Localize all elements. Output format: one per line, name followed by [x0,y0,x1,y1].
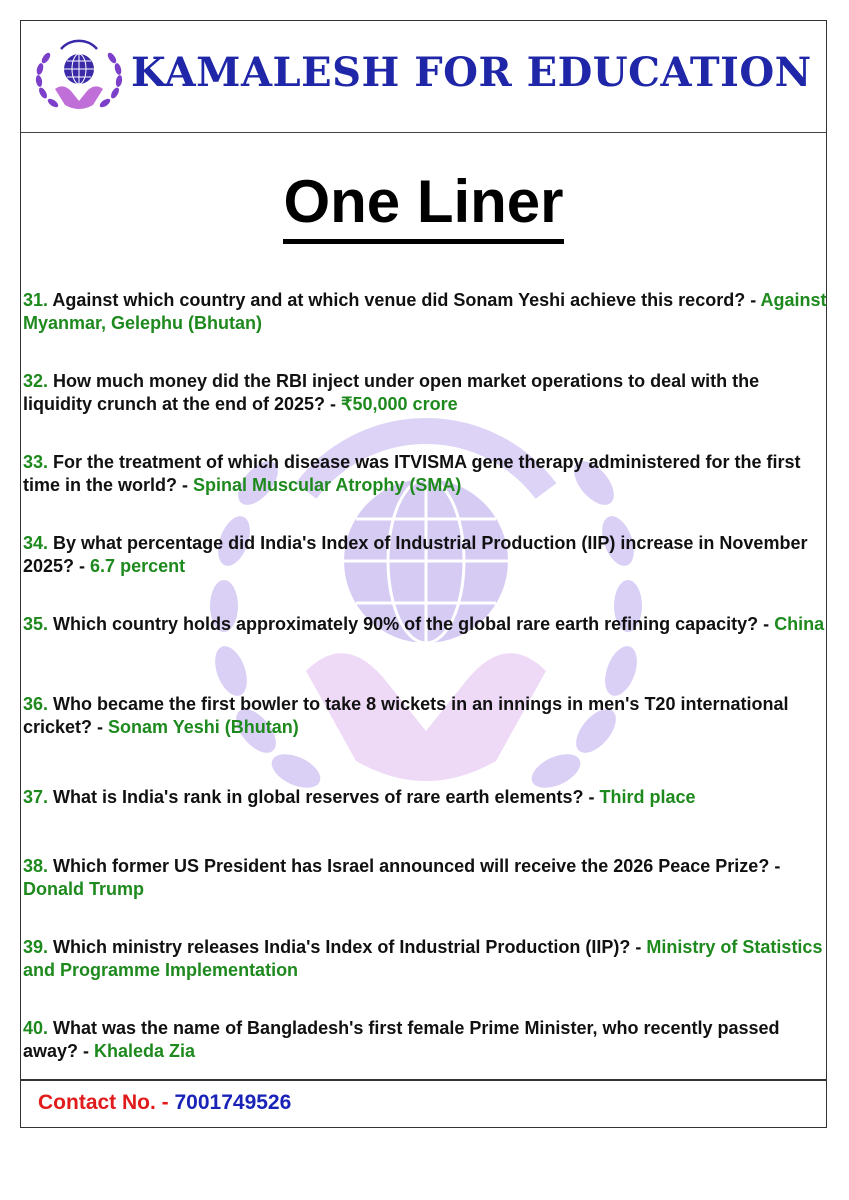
item-number: 36. [23,694,49,714]
contact-number[interactable]: 7001749526 [174,1091,292,1114]
list-item [23,532,828,578]
item-question: For the treatment of which disease was ITVISMA gene therapy administered for the first time in the world? - [23,452,801,495]
item-number: 35. [23,614,49,634]
contact-label: Contact No. - [38,1091,175,1114]
item-answer: Third place [599,787,696,807]
title-wrap [21,167,826,244]
item-question: Which country holds approximately 90% of the global rare earth refining capacity? - [48,614,775,634]
item-number: 39. [23,937,49,957]
brand-title: KAMALESH FOR EDUCATION [131,49,812,96]
item-question: What was the name of Bangladesh's first female Prime Minister, who recently passed away? - [23,1018,780,1061]
list-item [23,855,828,901]
list-item [23,1017,828,1063]
footer [21,1079,826,1127]
item-answer: Donald Trump [23,879,144,899]
item-answer: Sonam Yeshi (Bhutan) [108,717,299,737]
item-question: How much money did the RBI inject under open market operations to deal with the liquidity crunch at the end of 2025? - [23,371,760,414]
logo-icon [33,39,125,119]
page-title: One Liner [283,167,563,244]
item-question: Which ministry releases India's Index of Industrial Production (IIP)? - [48,937,647,957]
item-number: 38. [23,856,49,876]
list-item [23,786,828,809]
page-frame [20,20,827,1128]
item-number: 32. [23,371,49,391]
item-answer: ₹50,000 crore [341,394,458,414]
list-item [23,289,828,335]
item-number: 34. [23,533,49,553]
item-question: Who became the first bowler to take 8 wickets in an innings in men's T20 international cricket? - [23,694,789,737]
list-item [23,693,828,739]
item-question: What is India's rank in global reserves of rare earth elements? - [48,787,600,807]
item-number: 33. [23,452,49,472]
item-question: Which former US President has Israel announced will receive the 2026 Peace Prize? - [48,856,781,876]
item-number: 31. [23,290,49,310]
item-answer: Khaleda Zia [94,1041,196,1061]
list-item [23,451,828,497]
list-item [23,370,828,416]
item-question: Against which country and at which venue did Sonam Yeshi achieve this record? - [48,290,761,310]
item-number: 37. [23,787,49,807]
item-answer: Ministry of Statistics and Programme Implementation [23,937,823,980]
item-answer: China [774,614,825,634]
item-answer: Spinal Muscular Atrophy (SMA) [193,475,462,495]
contact-line [38,1091,291,1115]
list-item [23,613,828,636]
item-number: 40. [23,1018,49,1038]
header [21,21,826,133]
item-answer: Against Myanmar, Gelephu (Bhutan) [23,290,827,333]
list-item [23,936,828,982]
item-question: By what percentage did India's Index of Industrial Production (IIP) increase in November 2025? - [23,533,808,576]
item-answer: 6.7 percent [90,556,186,576]
